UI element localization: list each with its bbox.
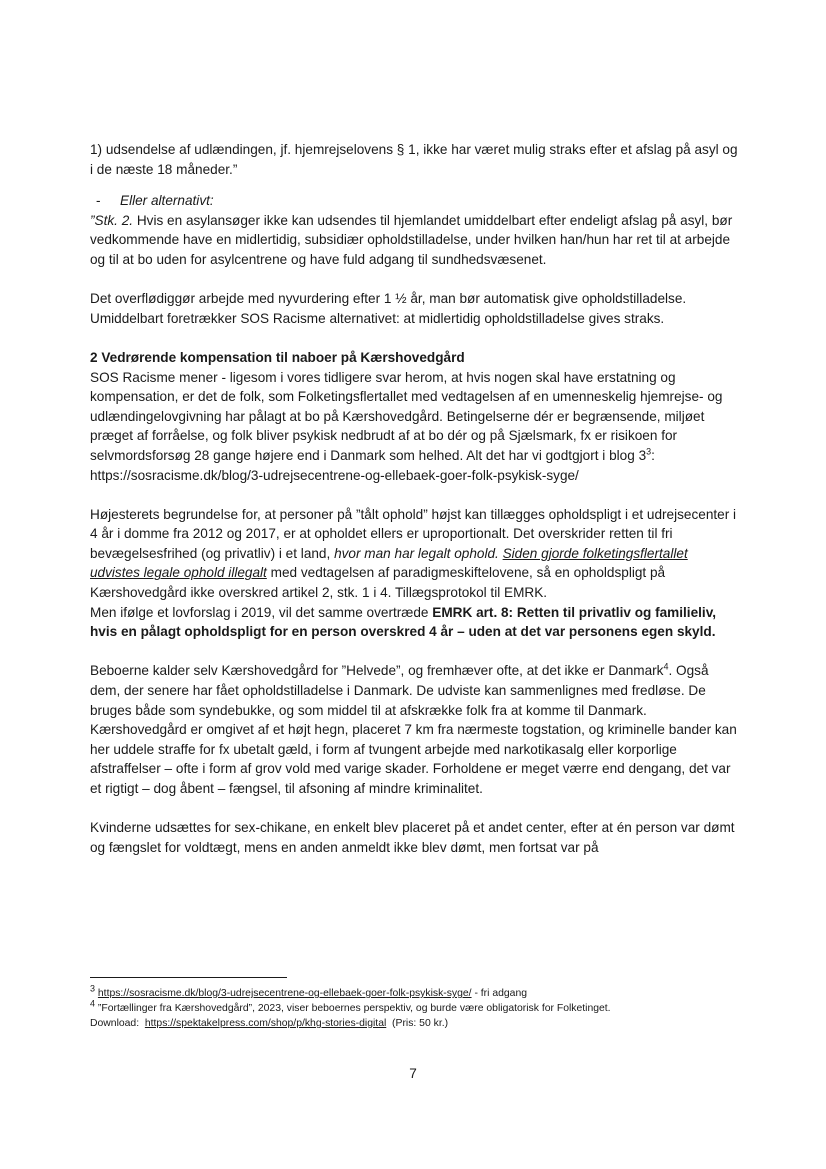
stk2-label: ”Stk. 2. xyxy=(90,212,134,228)
section2-url: : https://sosracisme.dk/blog/3-udrejsecentrene-og-ellebaek-goer-folk-psykisk-syge/ xyxy=(90,447,655,483)
section2-text: SOS Racisme mener - ligesom i vores tidligere svar herom, at hvis nogen skal have erstatning og kompensation, er det de folk, som Folketingsflertallet med vedtagelsen af en umenneskelig hjemrejse- og udlændingelovgivning har pålagt at bo på Kærshovedgård. Betingelserne dér er begrænsende, miljøet præget af forråelse, og folk bliver psykisk nedbrudt af at bo dér og på Sjælsmark, fx er risikoen for selvmordsforsøg 28 gange højere end i Danmark som helhed. Alt det har vi godtgjort i blog 3 xyxy=(90,369,723,463)
footnote-3-suffix: - fri adgang xyxy=(471,988,528,999)
hojesteret-text-c: Men ifølge et lovforslag i 2019, vil det samme overtræde xyxy=(90,604,433,620)
beboerne-text-b: . Også dem, der senere har fået opholdstilladelse i Danmark. De udviste kan sammenlignes med fredløse. De bruges både som syndebukke, og som middel til at afskrække folk fra at komme til Danmark. Kærshovedgård er omgivet af et højt hegn, placeret 7 km fra nærmeste togstation, og kriminelle bander kan her uddele straffe for fx ubetalt gæld, i form af tvungent arbejde med narkotikasalg eller korporlige afstraffelser – ofte i form af grov vold med varige skader. Forholdene er meget værre end dengang, det var et rigtigt – dog åbent – fængsel, til afsoning af mindre kriminalitet. xyxy=(90,663,737,796)
kvinderne-paragraph: Kvinderne udsættes for sex-chikane, en enkelt blev placeret på et andet center, efter at én person var dømt og fængslet for voldtægt, mens en anden anmeldt ikke blev dømt, men fortsat var på xyxy=(90,820,735,855)
section2-heading: 2 Vedrørende kompensation til naboer på Kærshovedgård xyxy=(90,349,465,365)
footnote-4-price: (Pris: 50 kr.) xyxy=(386,1018,449,1029)
footnote-3-mark: 3 xyxy=(90,983,96,994)
overflod-paragraph: Det overflødiggør arbejde med nyvurdering efter 1 ½ år, man bør automatisk give opholdstilladelse. Umiddelbart foretrækker SOS Racisme alternativet: at midlertidig opholdstilladelse gives straks. xyxy=(90,291,687,326)
document-body xyxy=(90,140,740,857)
footnotes xyxy=(90,983,740,1031)
footnote-ref-4[interactable]: 4 xyxy=(663,661,669,672)
beboerne-text-a: Beboerne kalder selv Kærshovedgård for ”Helvede”, og fremhæver ofte, at det ikke er Danmark xyxy=(90,663,664,679)
footnote-ref-3[interactable]: 3 xyxy=(646,446,652,457)
page-number: 7 xyxy=(409,1066,417,1081)
section2-paragraph xyxy=(90,348,740,485)
footnote-4-mark: 4 xyxy=(90,998,96,1009)
hojesteret-bold: EMRK art. 8: Retten til privatliv og familieliv, hvis en pålagt opholdspligt for en person overskred 4 år – uden at det var personens egen skyld. xyxy=(90,604,717,640)
footnote-3-link[interactable]: https://sosracisme.dk/blog/3-udrejsecentrene-og-ellebaek-goer-folk-psykisk-syge/ xyxy=(97,988,472,999)
hojesteret-paragraph xyxy=(90,505,740,642)
alternative-bullet xyxy=(90,191,740,211)
hojesteret-text-b: med vedtagelsen af paradigmeskiftelovene, så en opholdspligt på Kærshovedgård ikke overskred artikel 2, stk. 1 i 4. Tillægsprotokol til EMRK. xyxy=(90,565,666,601)
stk2-text: Hvis en asylansøger ikke kan udsendes til hjemlandet umiddelbart efter endeligt afslag på asyl, bør vedkommende have en midlertidig, subsidiær opholdstilladelse, under hvilken han/hun har ret til at arbejde og til at bo uden for asylcentrene og have fuld adgang til sundhedsvæsenet. xyxy=(90,212,733,267)
footnote-4 xyxy=(90,998,740,1031)
hojesteret-text-a: Højesterets begrundelse for, at personer på ”tålt ophold” højst kan tillægges opholdspligt i et udrejsecenter i 4 år i domme fra 2012 og 2017, er at opholdet ellers er uproportionalt. Det overskrider retten til fri bevægelsesfrihed (og privatliv) i et land, xyxy=(90,506,737,561)
bullet-dash: - xyxy=(96,193,101,209)
hojesteret-italic: hvor man har legalt ophold. xyxy=(334,545,499,561)
stk2-paragraph xyxy=(90,211,740,270)
intro-paragraph: 1) udsendelse af udlændingen, jf. hjemrejselovens § 1, ikke har været mulig straks efter et afslag på asyl og i de næste 18 måneder.” xyxy=(90,142,738,177)
footnote-4-link[interactable]: https://spektakelpress.com/shop/p/khg-stories-digital xyxy=(144,1018,387,1029)
beboerne-paragraph xyxy=(90,661,740,798)
footnote-divider xyxy=(90,977,287,978)
footnote-4-text: ”Fortællinger fra Kærshovedgård”, 2023, viser beboernes perspektiv, og burde være obligatorisk for Folketinget. xyxy=(95,1003,611,1014)
footnote-3 xyxy=(90,983,740,1001)
hojesteret-italic-underline: Siden gjorde folketingsflertallet udvistes legale ophold illegalt xyxy=(90,545,688,581)
footnote-4-download-label: Download: xyxy=(90,1018,145,1029)
alternative-label: Eller alternativt: xyxy=(120,193,214,209)
